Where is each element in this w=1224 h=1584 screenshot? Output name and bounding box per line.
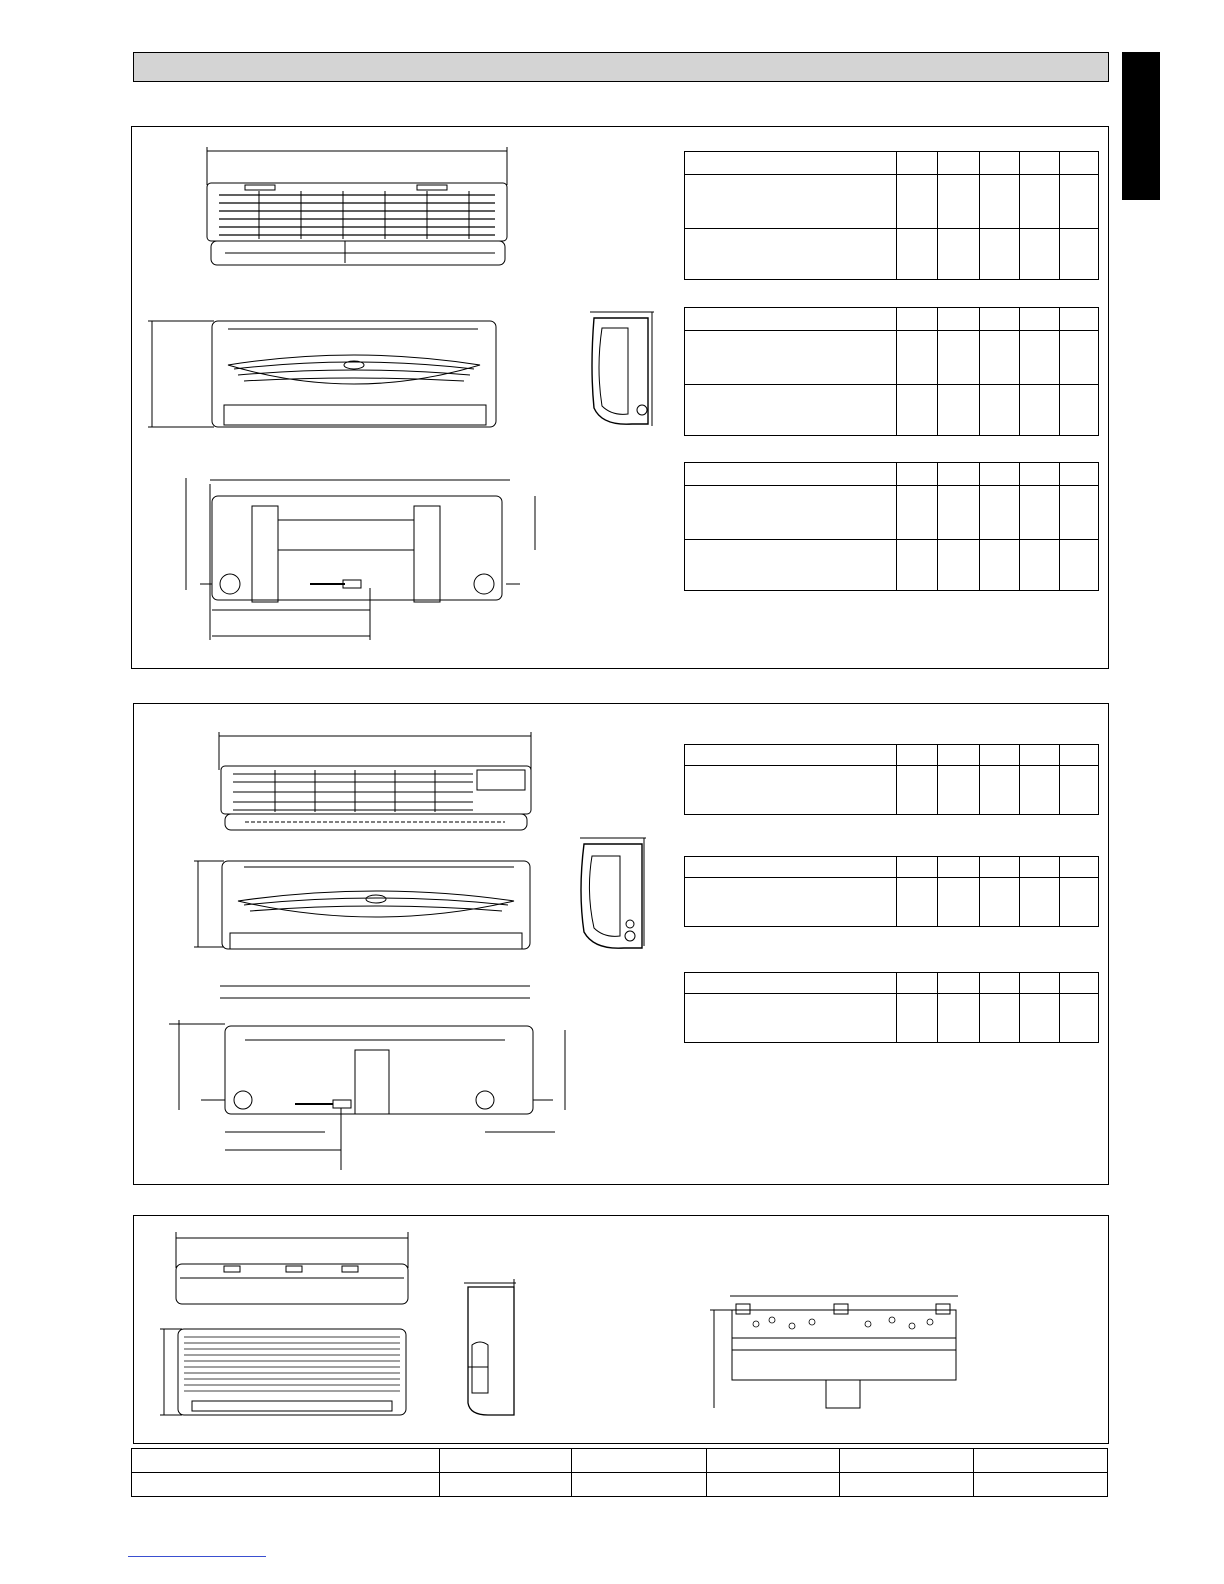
side-view-drawing-3	[458, 1275, 523, 1420]
bottom-summary-table	[131, 1448, 1108, 1497]
spec-table-2b	[684, 856, 1099, 927]
spec-table-1a	[684, 151, 1099, 280]
front-view-grille-open-drawing-2	[215, 730, 535, 835]
rear-mounting-plate-drawing-1	[180, 470, 545, 650]
front-view-grille-open-drawing-1	[195, 145, 525, 275]
spec-table-1b	[684, 307, 1099, 436]
section-header-bar	[133, 52, 1109, 82]
footer-link-underline[interactable]	[128, 1556, 266, 1557]
front-view-drawing-3	[158, 1325, 413, 1420]
front-view-closed-drawing-1	[148, 315, 508, 435]
top-view-drawing-3	[170, 1228, 415, 1308]
side-view-drawing-1	[582, 308, 662, 433]
spec-table-2c	[684, 972, 1099, 1043]
front-view-closed-drawing-2	[194, 855, 539, 955]
spec-table-1c	[684, 462, 1099, 591]
spec-table-2a	[684, 744, 1099, 815]
rear-mounting-plate-drawing-2	[165, 980, 575, 1175]
side-index-tab	[1122, 52, 1160, 200]
side-view-drawing-2	[572, 832, 652, 952]
mounting-plate-drawing-3	[708, 1290, 968, 1415]
